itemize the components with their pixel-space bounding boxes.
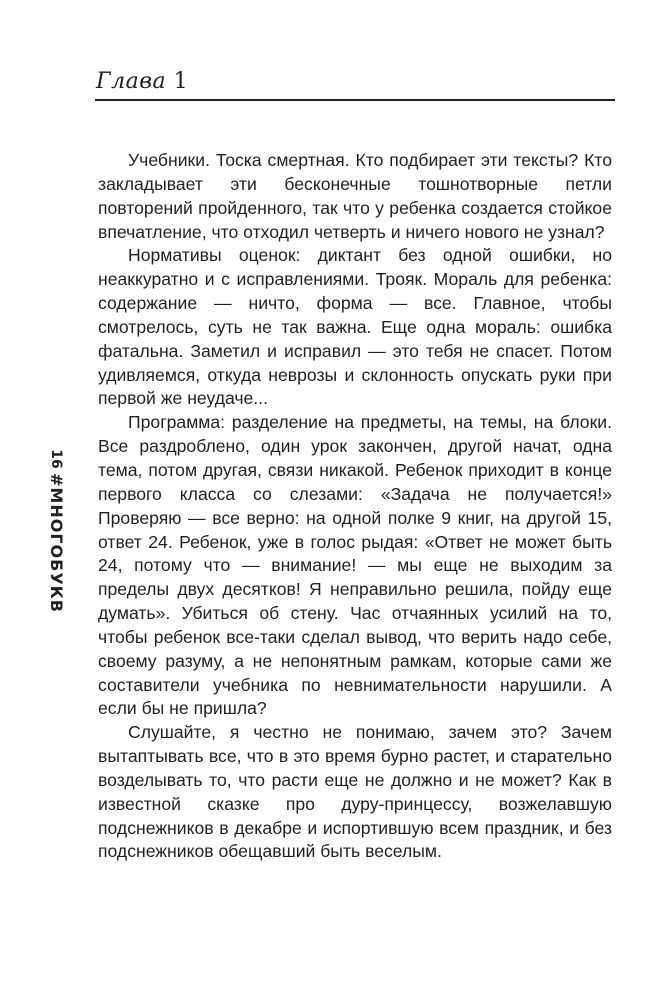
- running-head-text: #МНОГОБУКВ: [47, 473, 66, 613]
- running-head: [45, 473, 67, 633]
- chapter-number: 1: [173, 69, 189, 94]
- paragraph-1: Учебники. Тоска смертная. Кто подбирает эти тексты? Кто закладывает эти бесконечные тошнотворные петли повторений пройденного, так что у ребенка создается стойкое впечатление, что отходил четверть и ничего нового не узнал?: [98, 150, 612, 242]
- header-rule: [95, 99, 615, 101]
- chapter-header: [95, 68, 615, 101]
- page-margin-sidebar: [45, 451, 67, 631]
- paragraph-3: Программа: разделение на предметы, на темы, на блоки. Все раздроблено, один урок закончен, другой начат, одна тема, потом другая, связи никакой. Ребенок приходит в конце первого класса со слезами: «Задача не получается!» Проверяю — все верно: на одной полке 9 книг, на другой 15, ответ 24. Ребенок, уже в голос рыдая: «Ответ не может быть 24, потому что — внимание! — мы еще не выходим за пределы двух десятков! Я неправильно решила, пойду еще думать». Убиться об стену. Час отчаянных усилий на то, чтобы ребенок все-таки сделал вывод, что верить надо себе, своему разуму, а не непонятным рамкам, которые сами же составители учебника по невнимательности нарушили. А если бы не пришла?: [98, 412, 612, 719]
- page-number: 16: [48, 449, 64, 469]
- chapter-title: [95, 68, 615, 96]
- paragraph-4: Слушайте, я честно не понимаю, зачем это? Зачем вытаптывать все, что в это время бурно растет, и старательно возделывать то, что расти еще не должно и не может? Как в известной сказке про дуру-принцессу, возжелавшую подснежников в декабре и испортившую всем праздник, и без подснежников обещавший быть веселым.: [98, 722, 612, 862]
- body-text: [98, 149, 612, 864]
- paragraph-2: Нормативы оценок: диктант без одной ошибки, но неаккуратно и с исправлениями. Трояк. Мораль для ребенка: содержание — ничто, форма — все. Главное, чтобы смотрелось, суть не так важна. Еще одна мораль: ошибка фатальна. Заметил и исправил — это тебя не спасет. Потом удивляемся, откуда неврозы и склонность опускать руки при первой же неудаче...: [98, 245, 612, 409]
- chapter-word: Глава: [96, 69, 167, 94]
